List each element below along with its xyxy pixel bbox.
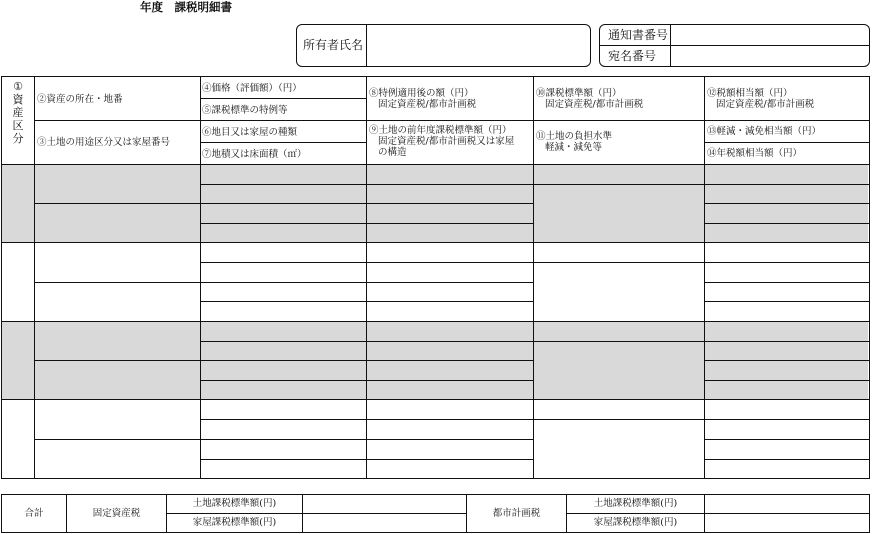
header-asset-category: ① 資 産 区 分 (12, 80, 24, 145)
city-land-std-label: 土地課税標準額(円) (593, 498, 678, 509)
owner-name-label: 所有者氏名 (303, 38, 364, 52)
owner-name-field[interactable] (370, 26, 588, 65)
land-std-label: 土地課税標準額(円) (192, 498, 277, 509)
header-tax-std: ⑩課税標準額（円） (536, 88, 622, 99)
header-reduction: ⑬軽減・減免相当額（円） (707, 126, 822, 137)
address-number-field[interactable] (673, 47, 867, 65)
header-land-type: ⑥地目又は家屋の種類 (202, 127, 298, 138)
header-after-special: ⑧特例適用後の額（円） (369, 88, 474, 99)
header-tax-std-sub: 固定資産税/都市計画税 (545, 99, 644, 110)
header-burden-sub: 軽減・減免等 (545, 142, 603, 153)
address-number-label: 宛名番号 (608, 49, 657, 63)
header-land-use: ③土地の用途区分又は家屋番号 (37, 137, 171, 148)
header-after-special-sub: 固定資産税/都市計画税 (378, 99, 477, 110)
total-label: 合計 (24, 508, 44, 519)
header-location: ②資産の所在・地番 (37, 94, 123, 105)
header-special: ⑤課税標準の特例等 (202, 105, 288, 116)
header-prev-std-sub: 固定資産税/都市計画税又は家屋 (378, 136, 515, 147)
fixed-asset-tax-label: 固定資産税 (92, 508, 141, 519)
notice-number-label: 通知書番号 (608, 28, 669, 42)
house-std-label: 家屋課税標準額(円) (192, 517, 277, 528)
header-annual-tax: ⑭年税額相当額（円） (707, 148, 803, 159)
city-planning-tax-label: 都市計画税 (492, 508, 541, 519)
header-area: ⑦地積又は床面積（㎡） (202, 149, 307, 160)
notice-number-field[interactable] (673, 26, 867, 44)
header-tax-amount-sub: 固定資産税/都市計画税 (716, 99, 815, 110)
header-burden: ⑪土地の負担水準 (536, 131, 613, 142)
header-prev-std: ⑨土地の前年度課税標準額（円） (369, 125, 512, 136)
header-prev-std-sub2: の構造 (378, 147, 407, 158)
city-house-std-label: 家屋課税標準額(円) (593, 517, 678, 528)
header-price: ④価格（評価額）（円） (202, 83, 302, 94)
page-title: 年度 課税明細書 (140, 0, 232, 14)
header-tax-amount: ⑫税額相当額（円） (707, 88, 793, 99)
